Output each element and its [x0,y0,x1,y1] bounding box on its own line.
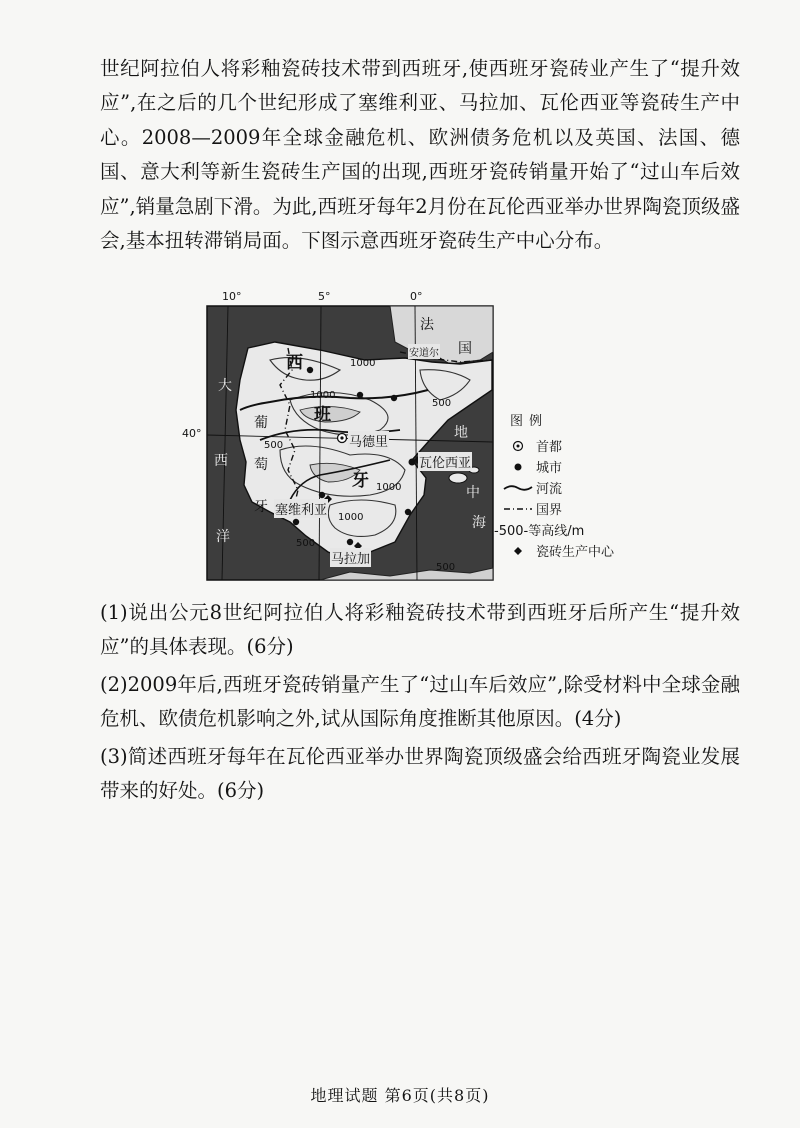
label-xi2: 西 [214,453,228,469]
legend-row-border [500,498,640,519]
label-zhong: 中 [466,485,480,501]
label-pu: 葡 [254,415,268,431]
label-ya: 牙 [352,471,369,491]
lon-label-0: 0° [410,290,423,303]
label-valencia: 瓦伦西亚 [418,452,472,471]
legend-ceramic-label: 瓷砖生产中心 [536,545,615,560]
contour-label-1000-a: 1000 [350,358,376,369]
legend-row-ceramic [500,540,640,561]
label-da: 大 [218,378,232,394]
legend-row-river [500,477,640,498]
map-legend [494,410,640,561]
lat-label-40: 40° [182,427,202,440]
question-1: (1)说出公元8世纪阿拉伯人将彩釉瓷砖技术带到西班牙后所产生“提升效应”的具体表现。(6分) [100,601,740,659]
contour-label-1000-b: 1000 [376,482,402,493]
label-fa: 法 [420,317,434,333]
legend-river-label: 河流 [536,482,563,497]
contour-label-1000-d: 1000 [310,390,336,401]
contour-label-500-c: 500 [296,538,316,549]
label-guo: 国 [458,341,472,357]
lon-label-5: 5° [318,290,331,303]
border-icon [500,504,536,514]
legend-row-city [500,456,640,477]
legend-row-capital [500,435,640,456]
label-sevilla: 塞维利亚 [274,499,328,518]
label-tao: 萄 [254,457,268,473]
legend-border-label: 国界 [536,503,563,518]
ceramic-center-icon [500,546,536,556]
label-ya2: 牙 [254,499,268,515]
label-xi: 西 [286,353,303,373]
legend-capital-label: 首都 [536,440,563,455]
contour-label-500-a: 500 [432,398,452,409]
label-madrid: 马德里 [348,431,389,450]
label-andorra: 安道尔 [408,344,440,359]
legend-city-label: 城市 [536,461,563,476]
city-icon [500,462,536,472]
label-hai: 海 [472,515,486,531]
page-footer: 地理试题 第6页(共8页) [310,1086,490,1105]
question-3: (3)简述西班牙每年在瓦伦西亚举办世界陶瓷顶级盛会给西班牙陶瓷业发展带来的好处。(6分) [100,745,740,803]
contour-label-500-b: 500 [264,440,284,451]
label-ban: 班 [314,405,331,425]
legend-title: 图例 [510,414,549,429]
passage-text: 世纪阿拉伯人将彩釉瓷砖技术带到西班牙,使西班牙瓷砖业产生了“提升效应”,在之后的几个世纪形成了塞维利亚、马拉加、瓦伦西亚等瓷砖生产中心。2008—2009年全球金融危机、欧洲债务危机以及英国、法国、德国、意大利等新生瓷砖生产国的出现,西班牙瓷砖销量开始了“过山车后效应”,销量急剧下滑。为此,西班牙每年2月份在瓦伦西亚举办世界陶瓷顶级盛会,基本扭转滞销局面。下图示意西班牙瓷砖生产中心分布。 [100,57,740,253]
label-di: 地 [454,425,468,441]
contour-label-500-d: 500 [436,562,456,573]
capital-icon [500,440,536,452]
legend-contour-label: -500-等高线/m [494,524,585,539]
question-2: (2)2009年后,西班牙瓷砖销量产生了“过山车后效应”,除受材料中全球金融危机、欧债危机影响之外,试从国际角度推断其他原因。(4分) [100,673,740,731]
legend-row-contour [494,519,640,540]
label-yang: 洋 [216,529,230,545]
label-malaga: 马拉加 [330,548,371,567]
contour-label-1000-c: 1000 [338,512,364,523]
river-icon [500,483,536,493]
lon-label-10: 10° [222,290,242,303]
